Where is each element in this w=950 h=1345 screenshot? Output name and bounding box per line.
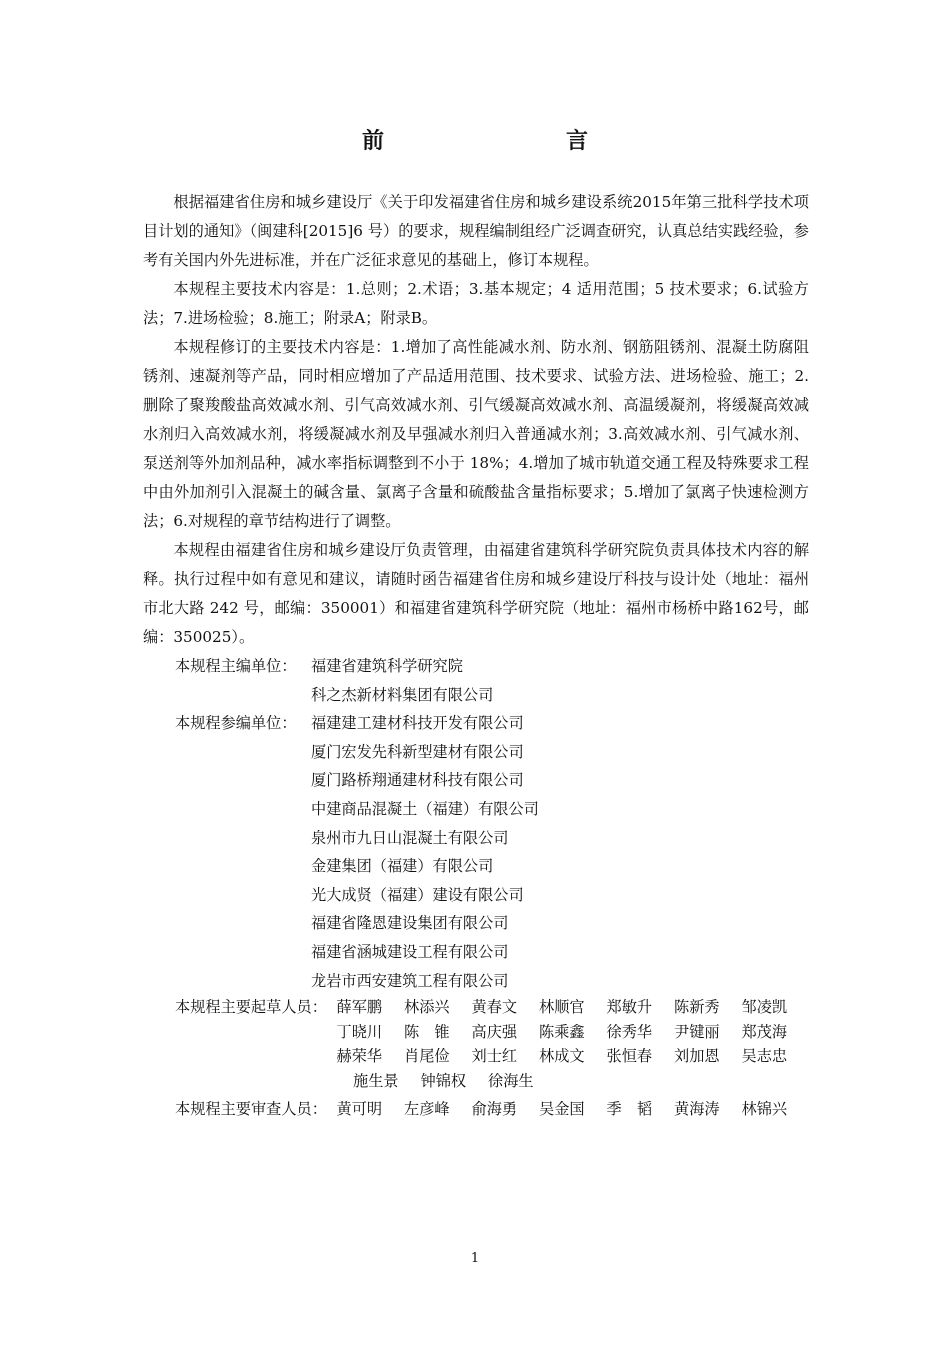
page-number: 1 [470, 1251, 480, 1266]
chief-unit: 福建省建筑科学研究院 [311, 657, 463, 675]
drafter-name: 赫荣华 [336, 1047, 383, 1066]
reviewer-name: 季 韬 [606, 1099, 653, 1118]
participating-unit: 福建省隆恩建设集团有限公司 [311, 914, 509, 933]
paragraph-revision-content: 本规程修订的主要技术内容是：1.增加了高性能减水剂、防水剂、钢筋阻锈剂、混凝土防腐阻锈剂、速凝剂等产品，同时相应增加了产品适用范围、技术要求、试验方法、进场检验、施工；2.删除了聚羧酸盐高效减水剂、引气高效减水剂、引气缓凝高效减水剂、高温缓凝剂，将缓凝高效减水剂归入高效减水剂，将缓凝减水剂及早强减水剂归入普通减水剂；3.高效减水剂、引气减水剂、泵送剂等外加剂品种，减水率指标调整到不小于 18%；4.增加了城市轨道交通工程及特殊要求工程中由外加剂引入混凝土的碱含量、氯离子含量和硫酸盐含量指标要求；5.增加了氯离子快速检测方法；6.对规程的章节结构进行了调整。 [143, 338, 809, 530]
drafter-name: 丁晓川 [336, 1022, 383, 1041]
drafter-name: 尹键丽 [674, 1022, 720, 1041]
drafter-name: 刘士红 [471, 1047, 518, 1066]
participating-unit: 光大成贤（福建）建设有限公司 [311, 885, 524, 904]
reviewer-name: 吴金国 [539, 1099, 585, 1118]
participating-unit: 泉州市九日山混凝土有限公司 [311, 828, 509, 847]
paragraph-main-content: 本规程主要技术内容是：1.总则；2.术语；3.基本规定；4 适用范围；5 技术要求；6.试验方法；7.进场检验；8.施工；附录A；附录B。 [143, 280, 809, 327]
drafter-name: 陈新秀 [674, 998, 720, 1017]
reviewer-name: 左彦峰 [404, 1099, 450, 1118]
document-body [143, 188, 809, 1121]
reviewer-name: 俞海勇 [471, 1099, 518, 1118]
drafter-name: 林添兴 [404, 998, 450, 1017]
drafter-name: 薛军鹏 [336, 998, 383, 1017]
chief-units [143, 652, 809, 709]
reviewer-name: 黄可明 [336, 1099, 383, 1118]
drafter-name: 陈乘鑫 [539, 1022, 585, 1041]
drafter-name: 林成文 [539, 1047, 585, 1066]
page-title: 前 言 [361, 129, 634, 154]
participating-unit: 金建集团（福建）有限公司 [311, 857, 494, 876]
drafter-name: 徐秀华 [606, 1022, 653, 1041]
drafter-name: 邹凌凯 [741, 998, 788, 1017]
drafter-name: 林顺官 [539, 998, 585, 1017]
drafter-name: 施生景 [353, 1071, 399, 1090]
drafter-name: 郑茂海 [741, 1022, 788, 1041]
drafter-name: 吴志忠 [741, 1047, 788, 1066]
participating-unit: 龙岩市西安建筑工程有限公司 [311, 971, 509, 990]
drafter-name: 黄春文 [471, 998, 518, 1017]
chief-units-label: 本规程主编单位： [175, 657, 297, 675]
reviewers-label: 本规程主要审查人员： [175, 1099, 327, 1118]
reviewer-name: 林锦兴 [741, 1099, 788, 1118]
participating-unit: 福建省涵城建设工程有限公司 [311, 942, 509, 961]
drafter-name: 肖尾俭 [404, 1047, 450, 1066]
drafter-name: 钟锦权 [420, 1071, 467, 1090]
paragraph-basis: 根据福建省住房和城乡建设厅《关于印发福建省住房和城乡建设系统2015年第三批科学技术项目计划的通知》（闽建科[2015]6 号）的要求，规程编制组经广泛调查研究，认真总结实践经验，参考有关国内外先进标准，并在广泛征求意见的基础上，修订本规程。 [143, 193, 809, 269]
participating-units [143, 709, 809, 995]
drafter-name: 郑敏升 [606, 998, 653, 1017]
drafters-list [143, 995, 809, 1093]
reviewer-name: 黄海涛 [674, 1099, 720, 1118]
participating-units-label: 本规程参编单位： [175, 714, 297, 733]
drafter-name: 陈 锥 [404, 1022, 450, 1041]
participating-unit: 中建商品混凝土（福建）有限公司 [311, 799, 539, 818]
drafter-name: 张恒春 [606, 1047, 653, 1066]
reviewers-list [143, 1097, 809, 1122]
drafter-name: 刘加恩 [674, 1047, 720, 1066]
participating-unit: 厦门路桥翔通建材科技有限公司 [311, 771, 524, 790]
participating-unit: 厦门宏发先科新型建材有限公司 [311, 742, 524, 761]
drafters-label: 本规程主要起草人员： [175, 998, 327, 1017]
drafter-name: 徐海生 [488, 1071, 534, 1090]
participating-unit: 福建建工建材科技开发有限公司 [311, 714, 524, 733]
drafter-name: 高庆强 [471, 1022, 518, 1041]
paragraph-management: 本规程由福建省住房和城乡建设厅负责管理，由福建省建筑科学研究院负责具体技术内容的解释。执行过程中如有意见和建议，请随时函告福建省住房和城乡建设厅科技与设计处（地址：福州市北大路 242 号，邮编：350001）和福建省建筑科学研究院（地址：福州市杨桥中路162号，邮编：350025）。 [143, 541, 809, 646]
chief-unit: 科之杰新材料集团有限公司 [311, 685, 494, 704]
